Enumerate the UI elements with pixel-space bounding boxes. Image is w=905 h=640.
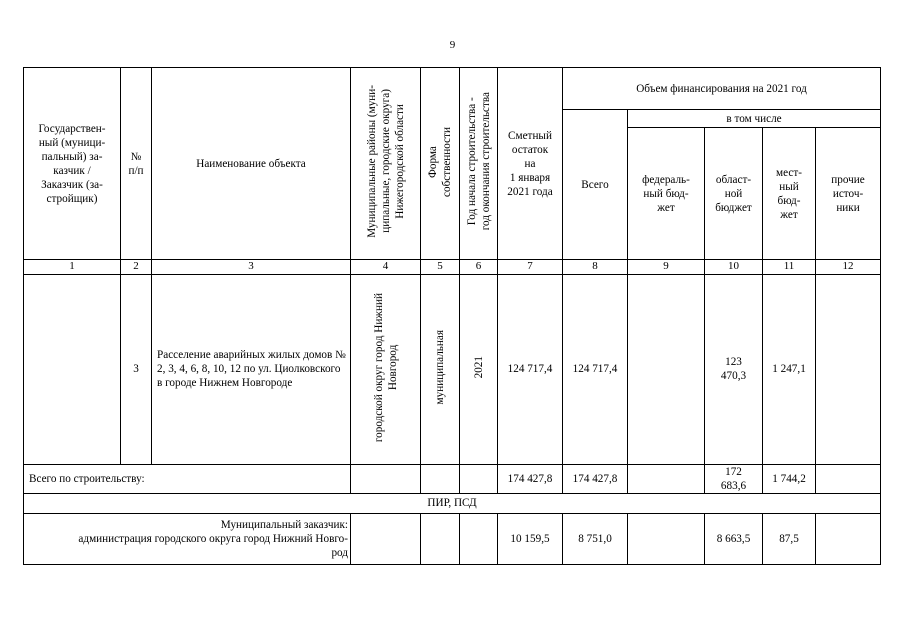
construction-total-federal (628, 464, 705, 493)
header-years-text: Год начала строительства - год окончания строительства (465, 92, 492, 231)
header-funding-volume: Объем финансирования на 2021 год (563, 68, 881, 110)
header-other: прочие источ- ники (816, 128, 881, 260)
header-years (460, 68, 498, 260)
col-num-6: 6 (460, 260, 498, 275)
section-pir-psd: ПИР, ПСД (24, 493, 881, 513)
construction-total-estimate-balance: 174 427,8 (498, 464, 563, 493)
header-ownership (421, 68, 460, 260)
header-estimate-balance: Сметный остаток на 1 января 2021 года (498, 68, 563, 260)
construction-total-local: 1 744,2 (763, 464, 816, 493)
header-row-1 (24, 68, 881, 110)
header-customer: Государствен- ный (муници- пальный) за- казчик / Заказчик (за- стройщик) (24, 68, 121, 260)
construction-total-other (816, 464, 881, 493)
municipal-regional: 8 663,5 (705, 513, 763, 564)
row1-years-text: 2021 (472, 356, 485, 379)
row1-years (460, 274, 498, 464)
header-districts-text: Муниципальные районы (муни- ципальные, городские округа) Нижегородской области (365, 85, 406, 238)
construction-total-empty-5 (421, 464, 460, 493)
row1-estimate-balance: 124 717,4 (498, 274, 563, 464)
municipal-customer-label: Муниципальный заказчик: администрация городского округа город Нижний Новго- род (24, 513, 351, 564)
municipal-customer-row (24, 513, 881, 564)
row1-regional: 123 470,3 (705, 274, 763, 464)
column-numbers-row (24, 260, 881, 275)
header-num: № п/п (121, 68, 152, 260)
financing-table (23, 67, 881, 565)
municipal-empty-4 (351, 513, 421, 564)
construction-total-empty-6 (460, 464, 498, 493)
municipal-estimate-balance: 10 159,5 (498, 513, 563, 564)
row1-district (351, 274, 421, 464)
header-total: Всего (563, 110, 628, 260)
row1-customer (24, 274, 121, 464)
col-num-10: 10 (705, 260, 763, 275)
header-object-name: Наименование объекта (152, 68, 351, 260)
header-regional: област- ной бюджет (705, 128, 763, 260)
row1-other (816, 274, 881, 464)
col-num-3: 3 (152, 260, 351, 275)
row1-district-text: городской округ город Нижний Новгород (372, 292, 399, 442)
municipal-other (816, 513, 881, 564)
col-num-9: 9 (628, 260, 705, 275)
col-num-5: 5 (421, 260, 460, 275)
municipal-federal (628, 513, 705, 564)
construction-total-empty-4 (351, 464, 421, 493)
header-ownership-text: Форма собственности (427, 126, 453, 197)
municipal-local: 87,5 (763, 513, 816, 564)
col-num-4: 4 (351, 260, 421, 275)
row1-num: 3 (121, 274, 152, 464)
row1-object-name: Расселение аварийных жилых домов № 2, 3, 4, 6, 8, 10, 12 по ул. Циолковского в городе Нижнем Новгороде (152, 274, 351, 464)
page-number: 9 (449, 39, 456, 51)
row1-total: 124 717,4 (563, 274, 628, 464)
municipal-empty-5 (421, 513, 460, 564)
row1-local: 1 247,1 (763, 274, 816, 464)
header-local: мест- ный бюд- жет (763, 128, 816, 260)
header-districts (351, 68, 421, 260)
row1-ownership (421, 274, 460, 464)
section-row (24, 493, 881, 513)
col-num-2: 2 (121, 260, 152, 275)
col-num-1: 1 (24, 260, 121, 275)
construction-total-total: 174 427,8 (563, 464, 628, 493)
header-federal: федераль- ный бюд- жет (628, 128, 705, 260)
construction-total-regional: 172 683,6 (705, 464, 763, 493)
col-num-8: 8 (563, 260, 628, 275)
header-including: в том числе (628, 110, 881, 128)
construction-total-label: Всего по строительству: (24, 464, 351, 493)
col-num-12: 12 (816, 260, 881, 275)
construction-total-row (24, 464, 881, 493)
municipal-total: 8 751,0 (563, 513, 628, 564)
col-num-7: 7 (498, 260, 563, 275)
municipal-empty-6 (460, 513, 498, 564)
row1-federal (628, 274, 705, 464)
row1-ownership-text: муниципальная (434, 330, 446, 405)
col-num-11: 11 (763, 260, 816, 275)
table-row (24, 274, 881, 464)
